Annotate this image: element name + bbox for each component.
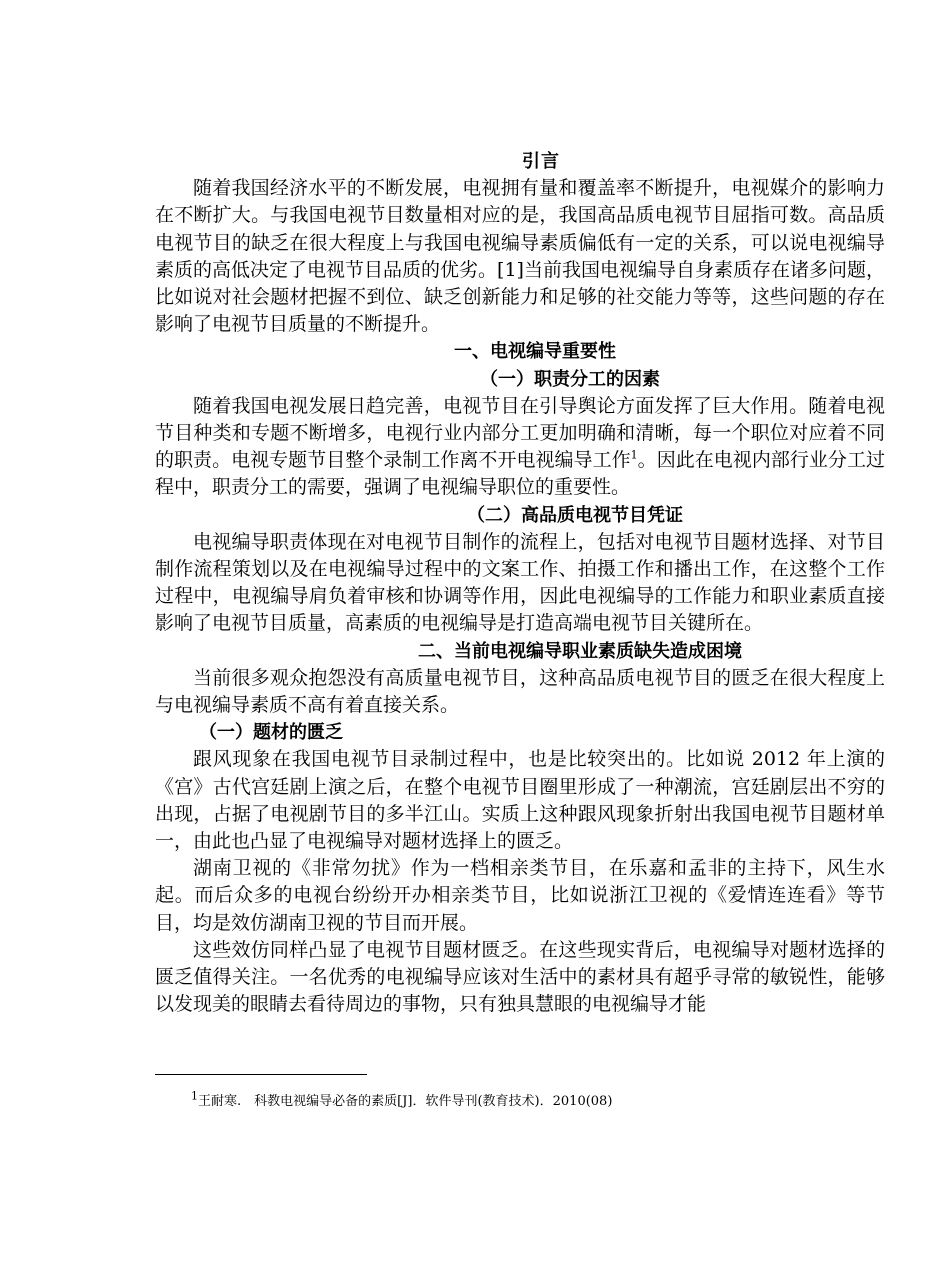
footnote [191, 1089, 613, 1112]
heading-introduction: 引言 [522, 151, 560, 172]
heading-section-1: 一、电视编导重要性 [454, 341, 616, 363]
footnote-reference[interactable]: 1 [630, 448, 638, 462]
footnote-text: 王耐寒. 科教电视编导必备的素质[J]．软件导刊(教育技术)．2010(08) [198, 1094, 613, 1109]
paragraph-section-2: 当前很多观众抱怨没有高质量电视节目，这种高品质电视节目的匮乏在很大程度上与电视编导素质不高有着直接关系。 [155, 666, 885, 717]
paragraph-section-1-1-text-a: 随着我国电视发展日趋完善，电视节目在引导舆论方面发挥了巨大作用。随着电视节目种类和专题不断增多，电视行业内部分工更加明确和清晰，每一个职位对应着不同的职责。电视专题节目整个录制工作离不开电视编导工作 [155, 394, 885, 472]
paragraph-section-1-2: 电视编导职责体现在对电视节目制作的流程上，包括对电视节目题材选择、对节目制作流程策划以及在电视编导过程中的文案工作、拍摄工作和播出工作，在这整个工作过程中，电视编导肩负着审核和协调等作用，因此电视编导的工作能力和职业素质直接影响了电视节目质量，高素质的电视编导是打造高端电视节目关键所在。 [155, 530, 885, 635]
heading-section-1-2: （二）高品质电视节目凭证 [467, 504, 683, 526]
heading-section-2: 二、当前电视编导职业素质缺失造成困境 [418, 640, 742, 662]
paragraph-section-2-1-a: 跟风现象在我国电视节目录制过程中，也是比较突出的。比如说 2012 年上演的《宫》古代宫廷剧上演之后，在整个电视节目圈里形成了一种潮流，宫廷剧层出不穷的出现，占据了电视剧节目的多半江山。实质上这种跟风现象折射出我国电视节目题材单一，由此也凸显了电视编导对题材选择上的匮乏。 [155, 748, 885, 853]
heading-section-2-1: （一）题材的匮乏 [199, 722, 343, 744]
paragraph-section-1-1 [155, 393, 885, 502]
heading-section-1-1: （一）职责分工的因素 [480, 368, 660, 390]
paragraph-introduction: 随着我国经济水平的不断发展，电视拥有量和覆盖率不断提升，电视媒介的影响力在不断扩大。与我国电视节目数量相对应的是，我国高品质电视节目屈指可数。高品质电视节目的缺乏在很大程度上与我国电视编导素质偏低有一定的关系，可以说电视编导素质的高低决定了电视节目品质的优劣。[1]当前我国电视编导自身素质存在诸多问题，比如说对社会题材把握不到位、缺乏创新能力和足够的社交能力等等，这些问题的存在影响了电视节目质量的不断提升。 [155, 177, 885, 336]
document-body [155, 148, 885, 1019]
footnote-mark: 1 [191, 1089, 198, 1103]
paragraph-section-2-1-b: 湖南卫视的《非常勿扰》作为一档相亲类节目，在乐嘉和孟非的主持下，风生水起。而后众多的电视台纷纷开办相亲类节目，比如说浙江卫视的《爱情连连看》等节目，均是效仿湖南卫视的节目而开展。 [155, 857, 885, 934]
paragraph-section-2-1-c: 这些效仿同样凸显了电视节目题材匮乏。在这些现实背后，电视编导对题材选择的匮乏值得关注。一名优秀的电视编导应该对生活中的素材具有超乎寻常的敏锐性，能够以发现美的眼睛去看待周边的事物，只有独具慧眼的电视编导才能 [155, 938, 885, 1016]
footnote-separator [155, 1074, 367, 1075]
paragraph-section-1-1-text-b: 。因此在电视内部行业分工过程中，职责分工的需要，强调了电视编导职位的重要性。 [155, 449, 885, 499]
